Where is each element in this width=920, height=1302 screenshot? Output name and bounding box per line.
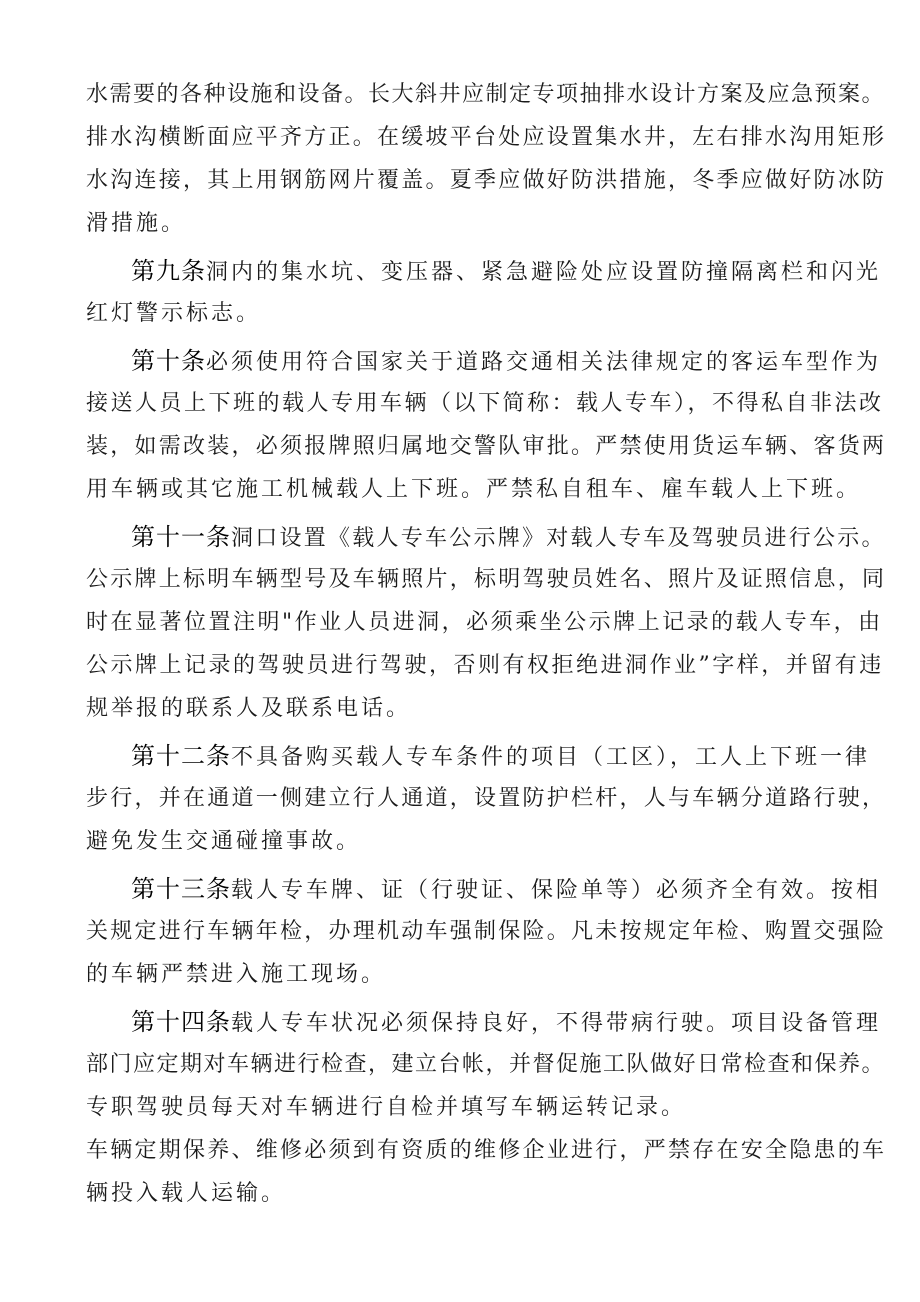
paragraph-text: 避免发生交通碰撞事故。: [86, 829, 362, 854]
text-line: [86, 74, 886, 116]
text-line: [131, 735, 891, 777]
paragraph-text: 必须使用符合国家关于道路交通相关法律规定的客运车型作为: [206, 350, 882, 375]
text-line: [86, 1087, 886, 1129]
text-line: [86, 383, 886, 425]
paragraph-text: 关规定进行车辆年检，办理机动车强制保险。凡未按规定年检、购置交强险: [86, 919, 887, 944]
paragraph-text: 排水沟横断面应平齐方正。在缓坡平台处应设置集水井，左右排水沟用矩形: [86, 125, 887, 150]
article-heading: 第九条: [131, 257, 206, 285]
text-line: [86, 602, 886, 644]
paragraph-text: 辆投入载人运输。: [86, 1181, 287, 1206]
text-line: [86, 821, 886, 863]
text-line: [131, 516, 891, 558]
paragraph-text: 水需要的各种设施和设备。长大斜井应制定专项抽排水设计方案及应急预案。: [86, 82, 886, 107]
text-line: [131, 868, 891, 910]
text-line: [86, 645, 886, 687]
paragraph-text: 接送人员上下班的载人专用车辆（以下简称：载人专车），不得私自非法改: [86, 391, 884, 416]
text-line: [86, 160, 886, 202]
text-line: [86, 203, 886, 245]
paragraph-text: 专职驾驶员每天对车辆进行自检并填写车辆运转记录。: [86, 1095, 687, 1120]
paragraph-text: 不具备购买载人专车条件的项目（工区），工人上下班一律: [231, 745, 871, 770]
paragraph-text: 公示牌上标明车辆型号及车辆照片，标明驾驶员姓名、照片及证照信息，同: [86, 567, 887, 592]
text-line: [86, 1044, 886, 1086]
paragraph-text: 规举报的联系人及联系电话。: [86, 696, 412, 721]
paragraph-text: 红灯警示标志。: [86, 301, 262, 326]
text-line: [86, 1173, 886, 1215]
text-line: [131, 1001, 891, 1043]
text-line: [86, 1130, 886, 1172]
paragraph-text: 公示牌上记录的驾驶员进行驾驶，否则有权拒绝进洞作业”字样，并留有违: [86, 653, 884, 678]
text-line: [86, 778, 886, 820]
paragraph-text: 的车辆严禁进入施工现场。: [86, 962, 387, 987]
paragraph-text: 部门应定期对车辆进行检查，建立台帐，并督促施工队做好日常检查和保养。: [86, 1052, 886, 1077]
article-heading: 第十条: [131, 347, 206, 375]
text-line: [86, 293, 886, 335]
paragraph-text: 载人专车状况必须保持良好，不得带病行驶。项目设备管理: [231, 1011, 882, 1036]
text-line: [86, 911, 886, 953]
paragraph-text: 装，如需改装，必须报牌照归属地交警队审批。严禁使用货运车辆、客货两: [86, 434, 887, 459]
paragraph-text: 水沟连接，其上用钢筋网片覆盖。夏季应做好防洪措施，冬季应做好防冰防: [86, 168, 887, 193]
text-line: [86, 559, 886, 601]
text-line: [131, 250, 891, 292]
text-line: [86, 954, 886, 996]
paragraph-text: 洞内的集水坑、变压器、紧急避险处应设置防撞隔离栏和闪光: [206, 260, 882, 285]
text-line: [86, 688, 886, 730]
paragraph-text: 用车辆或其它施工机械载人上下班。严禁私自租车、雇车载人上下班。: [86, 477, 862, 502]
article-heading: 第十三条: [131, 875, 231, 903]
article-heading: 第十二条: [131, 742, 231, 770]
paragraph-text: 时在显著位置注明"作业人员进洞，必须乘坐公示牌上记录的载人专车，由: [86, 610, 883, 635]
text-line: [86, 469, 886, 511]
paragraph-text: 车辆定期保养、维修必须到有资质的维修企业进行，严禁存在安全隐患的车: [86, 1138, 887, 1163]
paragraph-text: 滑措施。: [86, 211, 187, 236]
text-line: [131, 340, 891, 382]
paragraph-text: 载人专车牌、证（行驶证、保险单等）必须齐全有效。按相: [231, 878, 882, 903]
paragraph-text: 步行，并在通道一侧建立行人通道，设置防护栏杆，人与车辆分道路行驶，: [86, 786, 887, 811]
paragraph-text: 洞口设置《载人专车公示牌》对载人专车及驾驶员进行公示。: [231, 526, 886, 551]
article-heading: 第十一条: [131, 523, 231, 551]
text-line: [86, 117, 886, 159]
article-heading: 第十四条: [131, 1008, 231, 1036]
text-line: [86, 426, 886, 468]
